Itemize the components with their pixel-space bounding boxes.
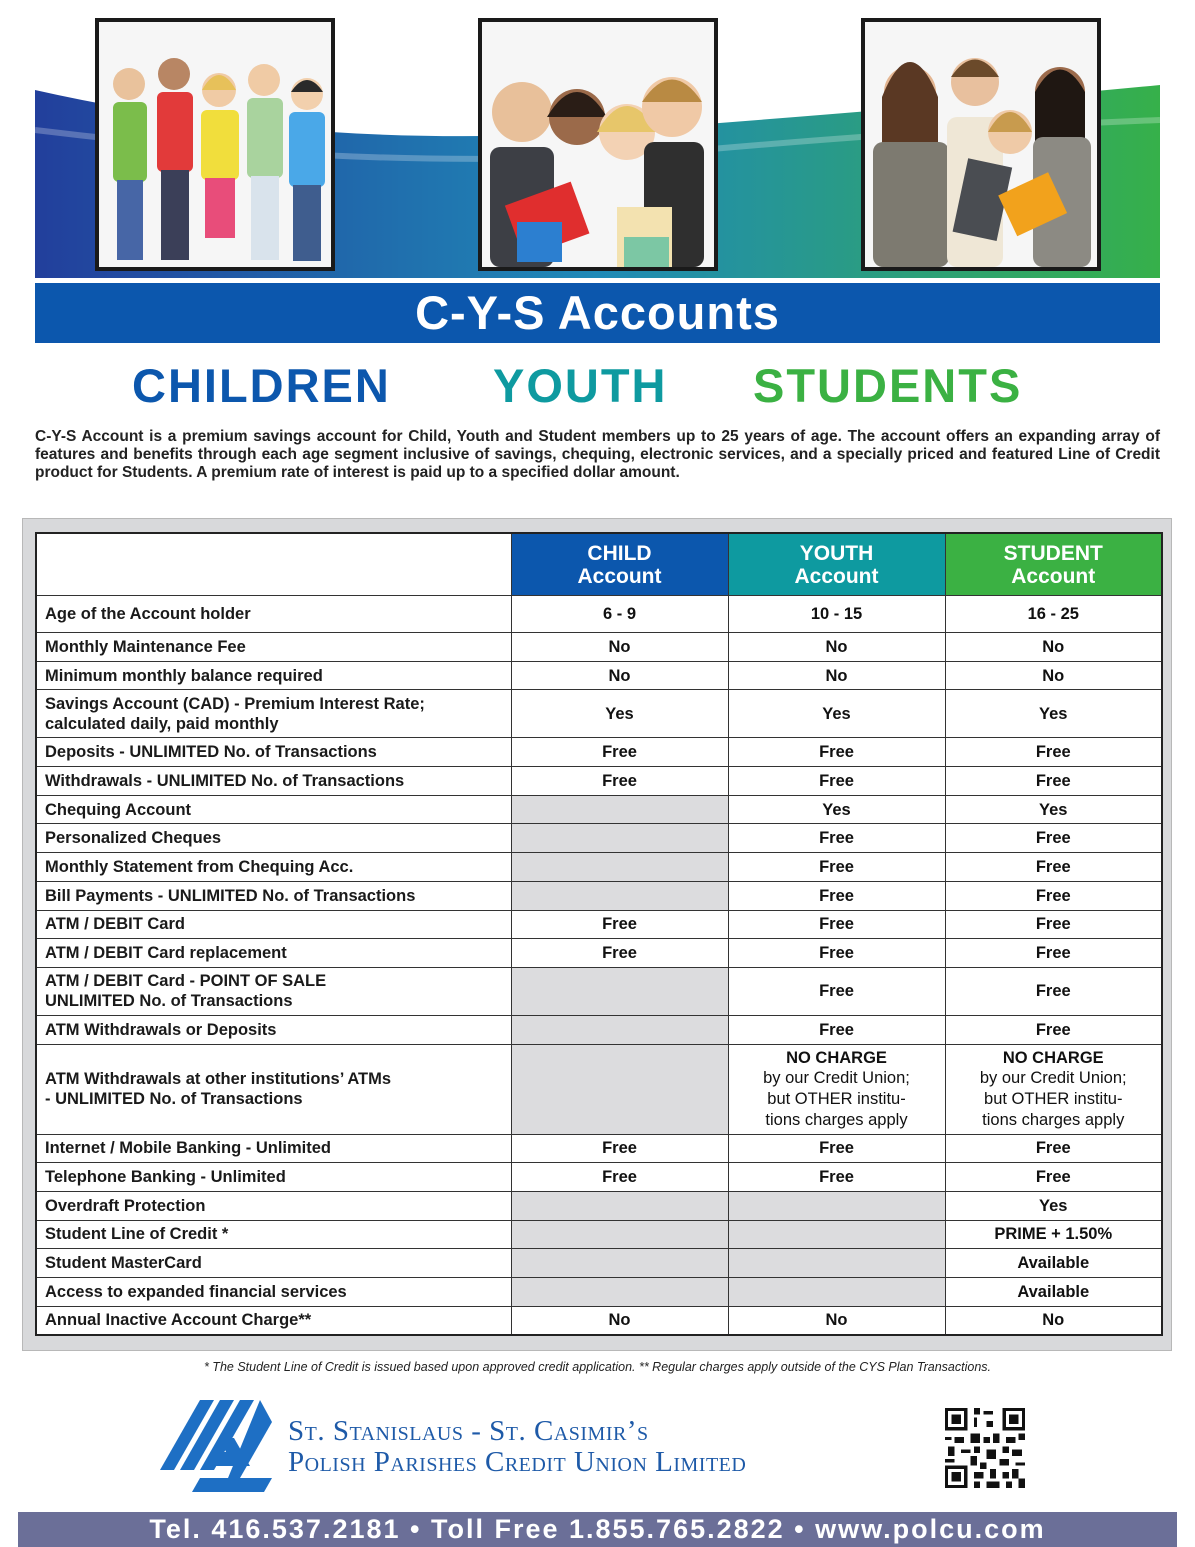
column-header-child-line1: CHILD <box>587 541 652 565</box>
value-cell-youth: Free <box>728 939 945 968</box>
feature-label <box>36 767 511 796</box>
feature-label <box>36 1134 511 1163</box>
feature-label-line: Savings Account (CAD) - Premium Interest Rate; <box>45 694 425 713</box>
table-row <box>36 881 1162 910</box>
value-cell-child: No <box>511 633 728 662</box>
feature-label <box>36 738 511 767</box>
value-cell-child: No <box>511 661 728 690</box>
table-row <box>36 1134 1162 1163</box>
value-cell-youth: 10 - 15 <box>728 596 945 633</box>
feature-label <box>36 1191 511 1220</box>
feature-label-line: ATM / DEBIT Card replacement <box>45 944 287 963</box>
value-cell-child: Free <box>511 939 728 968</box>
table-row <box>36 661 1162 690</box>
feature-label-line: Monthly Statement from Chequing Acc. <box>45 857 354 876</box>
feature-label-line: Deposits - UNLIMITED No. of Transactions <box>45 743 377 762</box>
table-row <box>36 633 1162 662</box>
value-cell-student: Free <box>945 881 1162 910</box>
column-header-student-line1: STUDENT <box>1003 541 1103 565</box>
value-cell-youth <box>728 1220 945 1249</box>
feature-label <box>36 633 511 662</box>
value-cell-child: No <box>511 1306 728 1335</box>
credit-union-name <box>288 1416 746 1478</box>
children-photo-icon <box>99 22 331 267</box>
feature-label <box>36 1220 511 1249</box>
value-cell-youth: No <box>728 1306 945 1335</box>
feature-label-line: Overdraft Protection <box>45 1196 206 1215</box>
table-row <box>36 910 1162 939</box>
feature-label <box>36 1163 511 1192</box>
feature-label <box>36 939 511 968</box>
value-cell-line: NO CHARGE <box>786 1048 887 1067</box>
table-row <box>36 1278 1162 1307</box>
value-cell-line: NO CHARGE <box>1002 1048 1104 1067</box>
feature-label <box>36 853 511 882</box>
children-photo <box>95 18 335 271</box>
table-row <box>36 795 1162 824</box>
feature-label-line: Withdrawals - UNLIMITED No. of Transactions <box>45 771 405 790</box>
value-cell-child <box>511 1278 728 1307</box>
value-cell-youth <box>728 1044 945 1134</box>
value-cell-child <box>511 1015 728 1044</box>
value-cell-child: Free <box>511 910 728 939</box>
qr-code-icon[interactable] <box>945 1408 1025 1488</box>
value-cell-line: by our Credit Union; <box>763 1068 910 1087</box>
value-cell-youth: Free <box>728 1134 945 1163</box>
footnote: * The Student Line of Credit is issued based upon approved credit application. ** Regular charges apply outside of the CYS Plan Transactions. <box>203 1360 992 1374</box>
table-row <box>36 824 1162 853</box>
feature-label-line: Bill Payments - UNLIMITED No. of Transactions <box>45 886 416 905</box>
contact-bar: Tel. 416.537.2181 • Toll Free 1.855.765.2822 • www.polcu.com <box>18 1512 1177 1547</box>
segment-labels <box>35 355 1160 417</box>
value-cell-youth: Free <box>728 910 945 939</box>
feature-label-line: Access to expanded financial services <box>45 1282 347 1301</box>
value-cell-child <box>511 1220 728 1249</box>
table-row <box>36 967 1162 1015</box>
value-cell-child <box>511 853 728 882</box>
value-cell-student: PRIME + 1.50% <box>945 1220 1162 1249</box>
value-cell-youth <box>728 1278 945 1307</box>
table-row <box>36 1163 1162 1192</box>
intro-paragraph: C-Y-S Account is a premium savings account for Child, Youth and Student members up to 25 years of age. The account offers an expanding array of features and benefits through each age segment inclusive of savings, chequing, electronic services, and a specially priced and featured Line of Credit product for Students. A premium rate of interest is paid up to a specified dollar amount. <box>35 428 1160 481</box>
value-cell-child: Yes <box>511 690 728 738</box>
accounts-comparison-table <box>35 532 1163 1336</box>
value-cell-child: 6 - 9 <box>511 596 728 633</box>
value-cell-student: No <box>945 633 1162 662</box>
value-cell-student: Free <box>945 910 1162 939</box>
feature-label-line: ATM / DEBIT Card - POINT OF SALE <box>45 972 327 991</box>
feature-label-line: Annual Inactive Account Charge** <box>45 1311 312 1330</box>
value-cell-student: No <box>945 661 1162 690</box>
value-cell-child <box>511 824 728 853</box>
table-row <box>36 1191 1162 1220</box>
feature-label-line: - UNLIMITED No. of Transactions <box>45 1090 303 1109</box>
value-cell-student: Free <box>945 1134 1162 1163</box>
table-row <box>36 738 1162 767</box>
feature-label <box>36 795 511 824</box>
students-photo <box>861 18 1101 271</box>
value-cell-youth: Free <box>728 767 945 796</box>
feature-label <box>36 910 511 939</box>
value-cell-youth: Free <box>728 824 945 853</box>
table-row <box>36 1249 1162 1278</box>
value-cell-youth: Free <box>728 1163 945 1192</box>
table-row <box>36 596 1162 633</box>
table-row <box>36 853 1162 882</box>
value-cell-child: Free <box>511 1134 728 1163</box>
feature-label <box>36 824 511 853</box>
column-header-student-line2: Account <box>1011 564 1096 588</box>
value-cell-student: Free <box>945 738 1162 767</box>
value-cell-student: Yes <box>945 1191 1162 1220</box>
credit-union-name-line2: Polish Parishes Credit Union Limited <box>288 1446 747 1478</box>
value-cell-child <box>511 1044 728 1134</box>
value-cell-line: tions charges apply <box>982 1110 1125 1129</box>
header-blank-cell <box>36 533 511 596</box>
value-cell-line: but OTHER institu- <box>984 1089 1123 1108</box>
value-cell-student: Available <box>945 1249 1162 1278</box>
column-header-student <box>945 533 1162 596</box>
value-cell-youth: Yes <box>728 795 945 824</box>
page-title: C-Y-S Accounts <box>35 283 1160 343</box>
feature-label-line: Student MasterCard <box>45 1254 202 1273</box>
table-row <box>36 690 1162 738</box>
value-cell-student: Free <box>945 767 1162 796</box>
feature-label <box>36 881 511 910</box>
value-cell-line: tions charges apply <box>765 1110 908 1129</box>
value-cell-student: Free <box>945 853 1162 882</box>
feature-label-line: ATM / DEBIT Card <box>45 915 185 934</box>
value-cell-child: Free <box>511 738 728 767</box>
table-row <box>36 1044 1162 1134</box>
column-header-youth-line1: YOUTH <box>799 541 874 565</box>
value-cell-student: Available <box>945 1278 1162 1307</box>
table-row <box>36 1220 1162 1249</box>
youth-photo-icon <box>482 22 714 267</box>
table-row <box>36 1015 1162 1044</box>
value-cell-child <box>511 1191 728 1220</box>
value-cell-student: Free <box>945 1015 1162 1044</box>
feature-label <box>36 1249 511 1278</box>
value-cell-youth <box>728 1191 945 1220</box>
feature-label <box>36 661 511 690</box>
value-cell-youth: Free <box>728 1015 945 1044</box>
value-cell-youth: Free <box>728 738 945 767</box>
table-row <box>36 1306 1162 1335</box>
feature-label <box>36 967 511 1015</box>
value-cell-youth: No <box>728 633 945 662</box>
students-photo-icon <box>865 22 1097 267</box>
column-header-child <box>511 533 728 596</box>
feature-label-line: Student Line of Credit * <box>45 1225 229 1244</box>
feature-label <box>36 1044 511 1134</box>
value-cell-youth: No <box>728 661 945 690</box>
value-cell-child <box>511 795 728 824</box>
value-cell-student: No <box>945 1306 1162 1335</box>
feature-label-line: Telephone Banking - Unlimited <box>45 1168 286 1187</box>
column-header-youth <box>728 533 945 596</box>
table-body <box>36 596 1162 1335</box>
segment-children: CHILDREN <box>132 359 391 412</box>
youth-photo <box>478 18 718 271</box>
value-cell-child <box>511 967 728 1015</box>
value-cell-line: but OTHER institu- <box>767 1089 906 1108</box>
value-cell-student: Yes <box>945 795 1162 824</box>
feature-label-line: Personalized Cheques <box>45 829 222 848</box>
value-cell-youth: Free <box>728 853 945 882</box>
value-cell-student: Yes <box>945 690 1162 738</box>
column-header-child-line2: Account <box>577 564 662 588</box>
feature-label-line: Minimum monthly balance required <box>45 666 323 685</box>
value-cell-child: Free <box>511 1163 728 1192</box>
credit-union-logo-icon <box>160 1398 272 1498</box>
feature-label <box>36 1278 511 1307</box>
value-cell-youth <box>728 1249 945 1278</box>
value-cell-student: 16 - 25 <box>945 596 1162 633</box>
feature-label-line: UNLIMITED No. of Transactions <box>45 992 293 1011</box>
feature-label-line: Age of the Account holder <box>45 605 251 623</box>
value-cell-youth: Free <box>728 881 945 910</box>
feature-label <box>36 1306 511 1335</box>
value-cell-youth: Free <box>728 967 945 1015</box>
feature-label-line: calculated daily, paid monthly <box>45 714 279 733</box>
value-cell-student: Free <box>945 939 1162 968</box>
table-header-row <box>36 533 1162 596</box>
table-row <box>36 767 1162 796</box>
feature-label <box>36 1015 511 1044</box>
value-cell-student: Free <box>945 824 1162 853</box>
credit-union-name-line1: St. Stanislaus - St. Casimir’s <box>288 1415 649 1447</box>
feature-label <box>36 596 511 633</box>
table-row <box>36 939 1162 968</box>
feature-label-line: Internet / Mobile Banking - Unlimited <box>45 1139 332 1158</box>
value-cell-student: Free <box>945 967 1162 1015</box>
value-cell-student: Free <box>945 1163 1162 1192</box>
value-cell-student <box>945 1044 1162 1134</box>
segment-youth: YOUTH <box>493 359 668 412</box>
feature-label-line: ATM Withdrawals or Deposits <box>45 1020 277 1039</box>
value-cell-child <box>511 881 728 910</box>
feature-label <box>36 690 511 738</box>
value-cell-youth: Yes <box>728 690 945 738</box>
value-cell-child <box>511 1249 728 1278</box>
segment-students: STUDENTS <box>753 359 1023 412</box>
value-cell-line: by our Credit Union; <box>979 1068 1127 1087</box>
feature-label-line: Chequing Account <box>45 800 192 819</box>
feature-label-line: ATM Withdrawals at other institutions’ ATMs <box>45 1070 392 1089</box>
value-cell-child: Free <box>511 767 728 796</box>
feature-label-line: Monthly Maintenance Fee <box>45 637 246 656</box>
column-header-youth-line2: Account <box>794 564 879 588</box>
